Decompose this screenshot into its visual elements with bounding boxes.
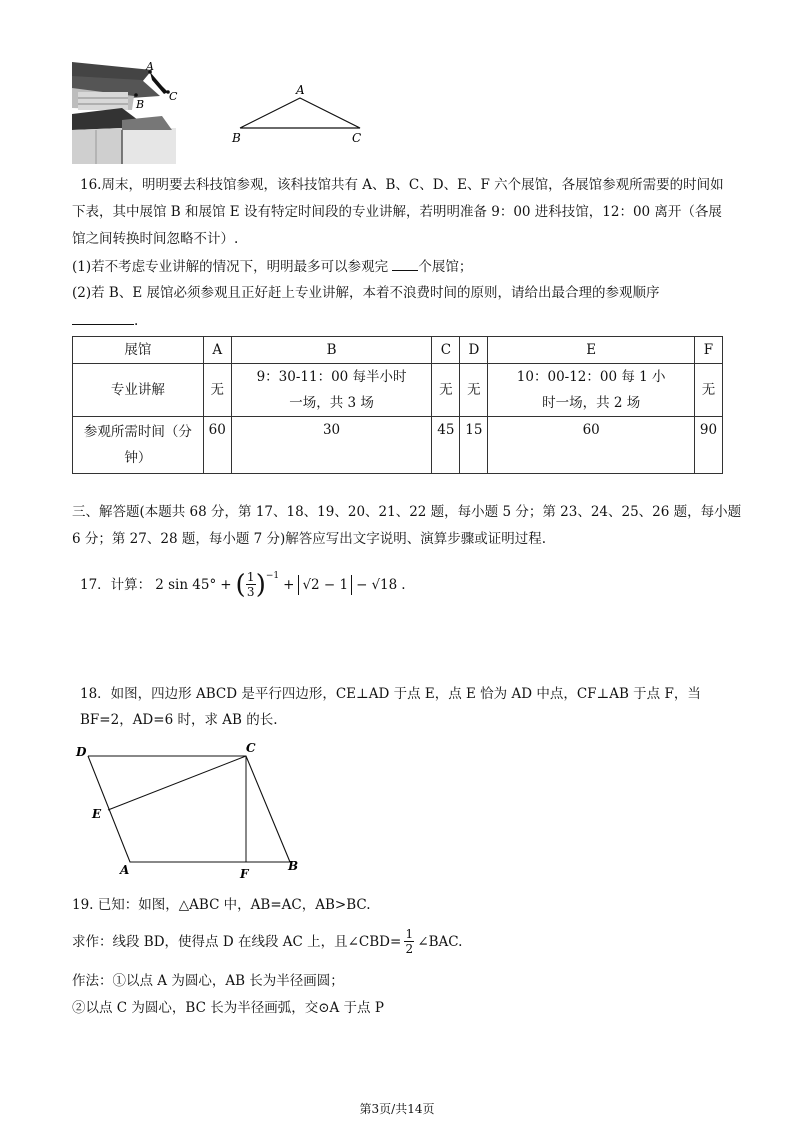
q19-frac-num: 1	[405, 927, 414, 941]
q17-prefix: 17．计算：	[80, 576, 152, 593]
q17-term1: 2 sin 45°	[155, 576, 217, 593]
q17-expression: 17．计算： 2 sin 45° + ( 1 3 ) $^{-1}$ + √2 − 1 − √18 .	[80, 570, 406, 599]
q19-line4: ②以点 C 为圆心，BC 长为半径画弧，交⊙A 于点 P	[72, 1000, 384, 1016]
q19-line3: 作法：①以点 A 为圆心，AB 长为半径画圆；	[72, 973, 344, 989]
q17-exponent: −1	[265, 571, 280, 581]
table-cell: 60	[203, 417, 231, 474]
roof-label-c: C	[169, 90, 178, 103]
table-cell: 10：00-12：00 每 1 小时一场，共 2 场	[488, 364, 695, 417]
section3-line1: 三、解答题(本题共 68 分，第 17、18、19、20、21、22 题，每小题 5 分；第 23、24、25、26 题，每小题	[72, 504, 742, 520]
q17-sqrt: √18	[371, 576, 398, 593]
roof-label-b: B	[136, 98, 145, 111]
parallelogram-figure	[72, 738, 312, 884]
q16-sub2-end: .	[134, 313, 139, 329]
table-cell: 无	[203, 364, 231, 417]
table-header-cell: 展馆	[73, 337, 204, 364]
q17-fraction-power: ( 1 3 ) $^{-1}$	[236, 570, 280, 599]
para-label-d: D	[76, 745, 87, 759]
q16-sub2-answer-blank[interactable]	[72, 310, 134, 325]
para-label-e: E	[92, 807, 102, 821]
table-row-label: 专业讲解	[73, 364, 204, 417]
table-header-cell: F	[694, 337, 722, 364]
q16-sub1-answer-blank[interactable]	[392, 256, 418, 271]
section3-line2: 6 分；第 27、28 题，每小题 7 分)解答应写出文字说明、演算步骤或证明过程.	[72, 531, 547, 547]
q17-frac-num: 1	[246, 570, 255, 584]
para-label-c: C	[246, 741, 256, 755]
table-cell: 90	[694, 417, 722, 474]
triangle-figure	[226, 80, 376, 146]
q16-line3: 馆之间转换时间忽略不计）.	[72, 231, 239, 247]
page-footer: 第3页/共14页	[359, 1102, 435, 1116]
table-header-cell: C	[432, 337, 460, 364]
table-cell: 15	[460, 417, 488, 474]
roof-label-a: A	[146, 60, 154, 73]
q19-half-fraction	[404, 927, 414, 956]
para-label-f: F	[240, 867, 249, 881]
q17-frac-den: 3	[246, 585, 255, 599]
q19-line2-tail: ∠BAC.	[417, 933, 463, 950]
table-cell: 无	[432, 364, 460, 417]
table-header-cell: D	[460, 337, 488, 364]
table-cell: 无	[694, 364, 722, 417]
table-cell: 9：30-11：00 每半小时一场，共 3 场	[231, 364, 432, 417]
q16-sub2: (2)若 B、E 展馆必须参观且正好赶上专业讲解，本着不浪费时间的原则，请给出最合理的参观顺序	[72, 285, 660, 301]
q17-end: .	[401, 576, 406, 593]
triangle-label-c: C	[352, 131, 362, 145]
q16-sub1-tail: 个展馆；	[418, 259, 473, 275]
q18-line1: 18．如图，四边形 ABCD 是平行四边形，CE⊥AD 于点 E，点 E 恰为 AD 中点，CF⊥AB 于点 F，当	[80, 686, 701, 702]
q16-sub1	[72, 256, 472, 277]
exhibit-table	[72, 336, 723, 474]
q19-line2-text: 求作：线段 BD，使得点 D 在线段 AC 上，且∠CBD=	[72, 933, 402, 950]
q19-frac-den: 2	[405, 942, 414, 956]
triangle-label-a: A	[296, 83, 305, 97]
table-cell: 30	[231, 417, 432, 474]
roof-photo	[72, 58, 184, 166]
table-header-cell: E	[488, 337, 695, 364]
table-header-row	[73, 337, 723, 364]
table-cell: 无	[460, 364, 488, 417]
triangle-label-b: B	[232, 131, 241, 145]
table-row	[73, 364, 723, 417]
q17-abs: √2 − 1	[298, 575, 352, 595]
para-label-b: B	[288, 859, 299, 873]
q16-line2: 下表，其中展馆 B 和展馆 E 设有特定时间段的专业讲解，若明明准备 9：00 进科技馆，12：00 离开（各展	[72, 204, 722, 220]
q16-line1: 16.周末，明明要去科技馆参观，该科技馆共有 A、B、C、D、E、F 六个展馆，各展馆参观所需要的时间如	[80, 177, 724, 193]
table-row-label: 参观所需时间（分钟）	[73, 417, 204, 474]
q19-line1: 19. 已知：如图，△ABC 中，AB=AC，AB>BC.	[72, 897, 371, 913]
para-label-a: A	[120, 863, 130, 877]
table-cell: 60	[488, 417, 695, 474]
table-header-cell: A	[203, 337, 231, 364]
q16-sub2-answer	[72, 310, 138, 331]
q18-line2: BF=2，AD=6 时，求 AB 的长.	[80, 712, 278, 728]
q16-sub1-text: (1)若不考虑专业讲解的情况下，明明最多可以参观完	[72, 259, 389, 275]
table-header-cell: B	[231, 337, 432, 364]
table-row	[73, 417, 723, 474]
table-cell: 45	[432, 417, 460, 474]
q19-line2	[72, 927, 462, 956]
